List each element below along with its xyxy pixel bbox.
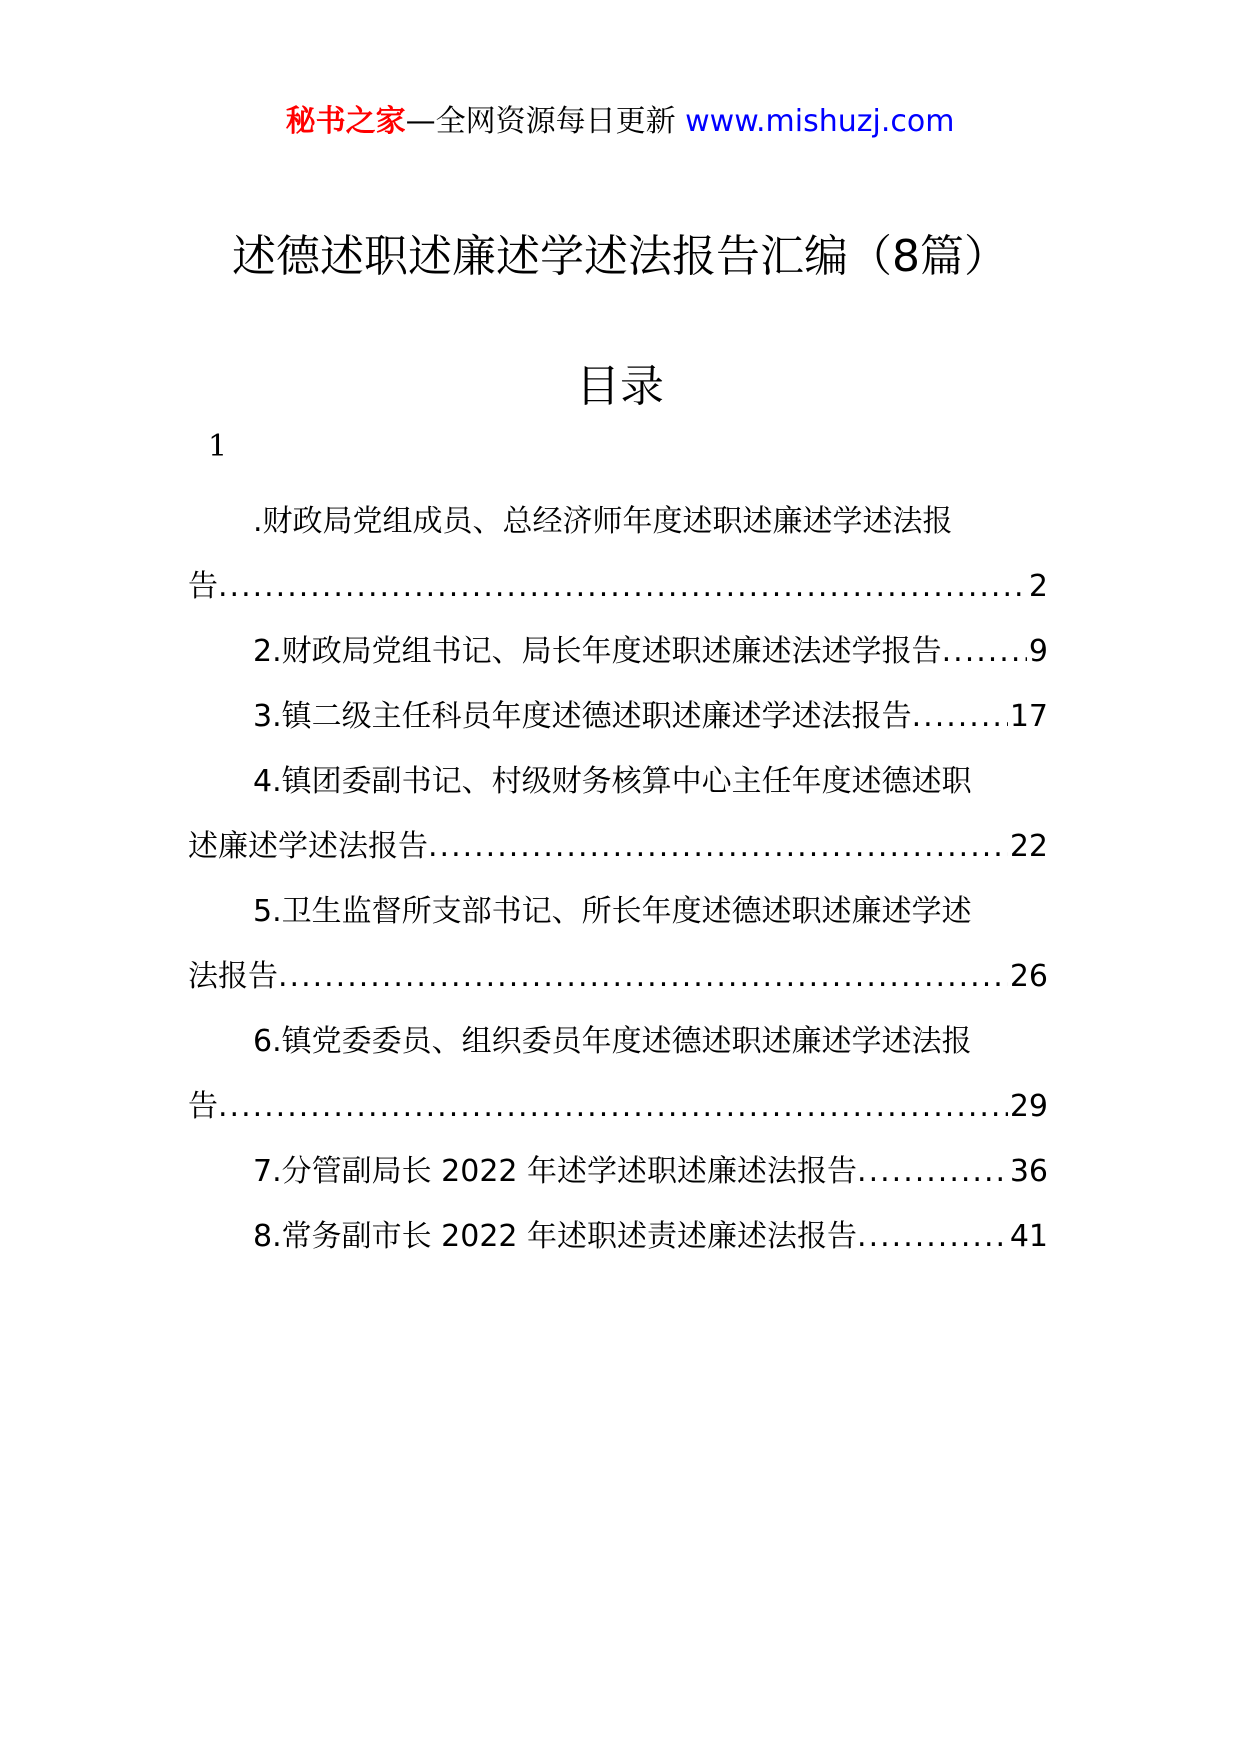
toc-entry-line — [188, 619, 1048, 684]
site-header — [0, 100, 1240, 144]
toc-entry[interactable] — [188, 619, 1048, 684]
toc-entry-line — [188, 814, 1048, 879]
toc-entry[interactable] — [188, 1009, 1048, 1139]
site-url-link[interactable]: www.mishuzj.com — [685, 104, 955, 139]
toc-dot-leader — [942, 619, 1027, 684]
toc-entry-line — [188, 1009, 1048, 1074]
toc-entry-page-number: 41 — [1009, 1219, 1048, 1254]
toc-entry-title: 5.卫生监督所支部书记、所长年度述德述职述廉述学述 — [253, 894, 972, 929]
toc-entry-line — [188, 1074, 1048, 1139]
stray-number: 1 — [208, 429, 228, 464]
toc-entry-title: 2.财政局党组书记、局长年度述职述廉述法述学报告 — [253, 634, 942, 669]
toc-entry-page-number: 9 — [1028, 634, 1048, 669]
toc-heading: 目录 — [576, 361, 664, 412]
toc-dot-leader — [428, 814, 1008, 879]
toc-dot-leader — [218, 554, 1027, 619]
toc-entry-line — [188, 944, 1048, 1009]
toc-entry-line — [188, 1204, 1048, 1269]
toc-entry[interactable] — [188, 1139, 1048, 1204]
toc-entry-title-continued: 告 — [188, 1089, 218, 1124]
toc-entry-title: 8.常务副市长 2022 年述职述责述廉述法报告 — [253, 1219, 858, 1254]
toc-entry-line — [188, 489, 1048, 554]
toc-entry-title: 7.分管副局长 2022 年述学述职述廉述法报告 — [253, 1154, 858, 1189]
toc-entry-page-number: 22 — [1009, 829, 1048, 864]
toc-entry-title: 4.镇团委副书记、村级财务核算中心主任年度述德述职 — [253, 764, 972, 799]
table-of-contents — [188, 489, 1048, 1269]
toc-entry-line — [188, 554, 1048, 619]
toc-entry-title-continued: 告 — [188, 569, 218, 604]
toc-entry[interactable] — [188, 749, 1048, 879]
toc-dot-leader — [857, 1204, 1008, 1269]
toc-entry-page-number: 2 — [1028, 569, 1048, 604]
toc-entry[interactable] — [188, 879, 1048, 1009]
toc-entry-line — [188, 749, 1048, 814]
toc-dot-leader — [218, 1074, 1008, 1139]
toc-entry-title-continued: 法报告 — [188, 959, 278, 994]
toc-entry-title: 6.镇党委委员、组织委员年度述德述职述廉述学述法报 — [253, 1024, 972, 1059]
toc-entry-page-number: 29 — [1009, 1089, 1048, 1124]
toc-entry-page-number: 17 — [1009, 699, 1048, 734]
document-title: 述德述职述廉述学述法报告汇编（8篇） — [232, 231, 1008, 282]
toc-dot-leader — [278, 944, 1008, 1009]
site-tagline: —全网资源每日更新 — [405, 104, 676, 139]
toc-entry[interactable] — [188, 684, 1048, 749]
toc-dot-leader — [912, 684, 1008, 749]
toc-entry-page-number: 26 — [1009, 959, 1048, 994]
site-brand: 秘书之家 — [285, 104, 406, 139]
toc-entry-line — [188, 1139, 1048, 1204]
toc-entry-page-number: 36 — [1009, 1154, 1048, 1189]
toc-entry-line — [188, 879, 1048, 944]
toc-dot-leader — [857, 1139, 1008, 1204]
toc-entry-title: 3.镇二级主任科员年度述德述职述廉述学述法报告 — [253, 699, 912, 734]
toc-entry-title-continued: 述廉述学述法报告 — [188, 829, 428, 864]
toc-entry-title: .财政局党组成员、总经济师年度述职述廉述学述法报 — [253, 504, 953, 539]
toc-entry[interactable] — [188, 1204, 1048, 1269]
toc-entry[interactable] — [188, 489, 1048, 619]
toc-entry-line — [188, 684, 1048, 749]
